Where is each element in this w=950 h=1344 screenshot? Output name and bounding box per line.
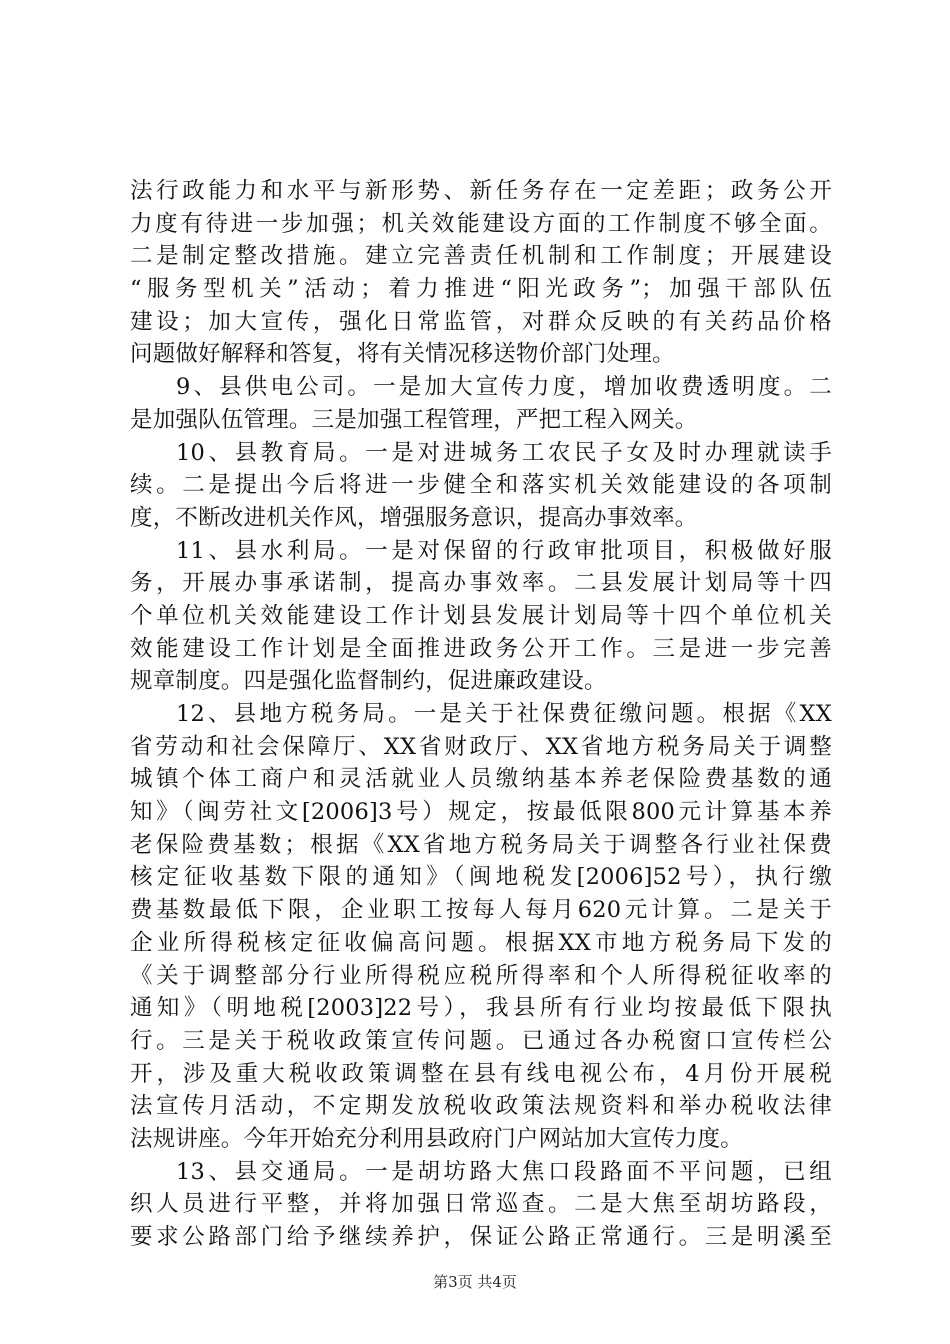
text-line: 通知》（明地税[2003]22号），我县所有行业均按最低下限执 (130, 995, 832, 1022)
text-line: 9、县供电公司。一是加大宣传力度，增加收费透明度。二 (176, 374, 832, 401)
text-line: 续。二是提出今后将进一步健全和落实机关效能建设的各项制 (130, 472, 832, 499)
text-line: 《关于调整部分行业所得税应税所得率和个人所得税征收率的 (130, 962, 832, 989)
text-line: 行。三是关于税收政策宣传问题。已通过各办税窗口宣传栏公 (130, 1027, 832, 1054)
page-footer (0, 1272, 950, 1292)
text-line: 度，不断改进机关作风，增强服务意识，提高办事效率。 (130, 504, 698, 531)
text-line: 问题做好解释和答复，将有关情况移送物价部门处理。 (130, 341, 675, 368)
text-line: 老保险费基数；根据《XX省地方税务局关于调整各行业社保费 (130, 831, 832, 858)
text-line: 核定征收基数下限的通知》（闽地税发[2006]52号），执行缴 (130, 864, 832, 891)
page-number-label: 第3页 共4页 (433, 1273, 517, 1291)
text-line: 效能建设工作计划是全面推进政务公开工作。三是进一步完善 (130, 635, 832, 662)
text-line: 织人员进行平整，并将加强日常巡查。二是大焦至胡坊路段， (130, 1191, 832, 1218)
text-line: 企业所得税核定征收偏高问题。根据XX市地方税务局下发的 (130, 929, 832, 956)
text-line: 要求公路部门给予继续养护，保证公路正常通行。三是明溪至 (130, 1224, 832, 1250)
text-line: 省劳动和社会保障厅、XX省财政厅、XX省地方税务局关于调整 (130, 733, 832, 760)
text-line: 11、县水利局。一是对保留的行政审批项目，积极做好服 (176, 537, 832, 564)
text-line: 费基数最低下限，企业职工按每人每月620元计算。二是关于 (130, 897, 832, 924)
text-line: 法行政能力和水平与新形势、新任务存在一定差距；政务公开 (130, 178, 832, 204)
text-line: 二是制定整改措施。建立完善责任机制和工作制度；开展建设 (130, 243, 832, 270)
text-line: 城镇个体工商户和灵活就业人员缴纳基本养老保险费基数的通 (130, 766, 832, 793)
text-line: 建设；加大宣传，强化日常监管，对群众反映的有关药品价格 (130, 308, 832, 335)
text-line: 12、县地方税务局。一是关于社保费征缴问题。根据《XX (176, 701, 832, 727)
text-line: 规章制度。四是强化监督制约，促进廉政建设。 (130, 668, 607, 695)
text-line: “服务型机关”活动；着力推进“阳光政务”；加强干部队伍 (130, 276, 832, 303)
text-line: 务，开展办事承诺制，提高办事效率。二县发展计划局等十四 (130, 570, 832, 597)
text-line: 10、县教育局。一是对进城务工农民子女及时办理就读手 (176, 439, 832, 466)
text-line: 力度有待进一步加强；机关效能建设方面的工作制度不够全面。 (130, 210, 832, 237)
text-line: 法宣传月活动，不定期发放税收政策法规资料和举办税收法律 (130, 1093, 832, 1120)
text-line: 法规讲座。今年开始充分利用县政府门户网站加大宣传力度。 (130, 1125, 743, 1152)
text-line: 个单位机关效能建设工作计划县发展计划局等十四个单位机关 (130, 602, 832, 629)
document-body (130, 175, 832, 1254)
text-line: 是加强队伍管理。三是加强工程管理，严把工程入网关。 (130, 406, 698, 433)
text-line: 13、县交通局。一是胡坊路大焦口段路面不平问题，已组 (176, 1158, 832, 1185)
text-line: 开，涉及重大税收政策调整在县有线电视公布，4月份开展税 (130, 1060, 832, 1087)
text-line: 知》（闽劳社文[2006]3号）规定，按最低限800元计算基本养 (130, 799, 832, 826)
